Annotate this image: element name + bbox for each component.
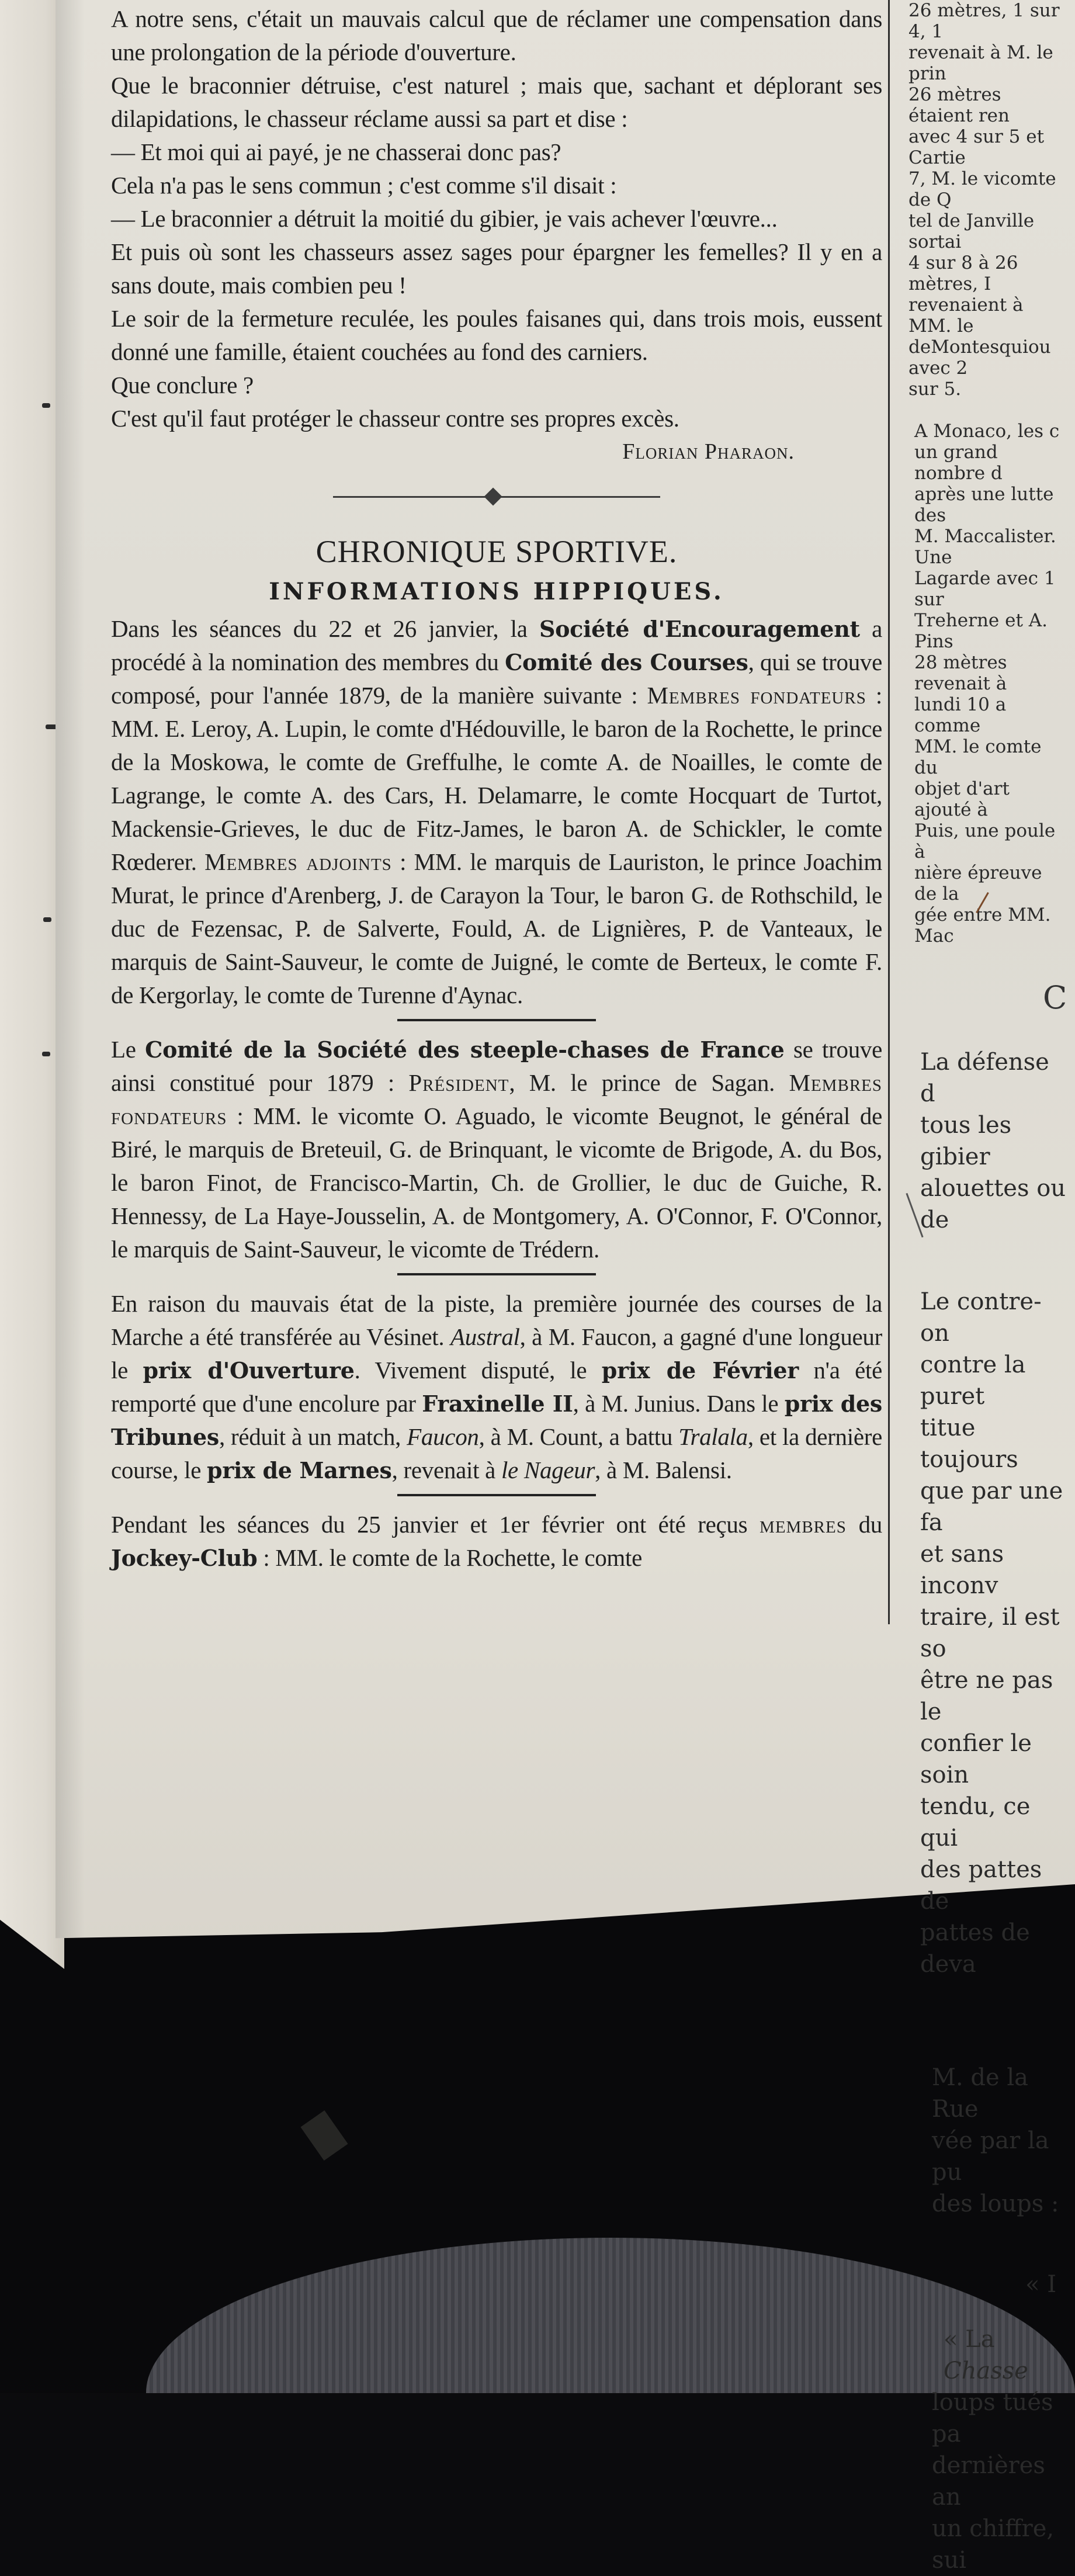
spine-shadow (56, 0, 85, 1998)
column-line: avec 4 sur 5 et Cartie (908, 126, 1045, 168)
column-line: des pattes de (920, 1856, 1042, 1915)
news-paragraph (111, 612, 882, 1012)
column-line: dernières an (932, 2452, 1045, 2511)
right-quote-line (908, 2324, 1069, 2387)
column-line: pattes de deva (920, 1919, 1030, 1978)
bold-term: Comité de la Société des steeple-chases de France (145, 1036, 785, 1063)
quote-italic-title: Chasse (944, 2357, 1028, 2384)
essay (111, 2, 882, 435)
text-run: , à M. Balensi. (595, 1457, 732, 1483)
column-line: loups tués pa (932, 2389, 1053, 2447)
bold-term: Jockey-Club (111, 1545, 258, 1571)
column-line: 7, M. le vicomte de Q (908, 168, 1056, 210)
italic-horse-name: Faucon (407, 1423, 479, 1450)
news-item (111, 1287, 882, 1487)
small-caps-label: Membres fondateurs (647, 682, 866, 709)
column-line: 4 sur 8 à 26 mètres, I (908, 252, 1018, 294)
column-line: tendu, ce qui (920, 1793, 1031, 1852)
section-ornament-divider (333, 488, 660, 505)
news-paragraph (111, 1508, 882, 1575)
bold-term: prix de Février (601, 1357, 799, 1384)
italic-horse-name: Austral (450, 1323, 520, 1350)
column-line: Le contre-on (920, 1288, 1042, 1347)
column-line: Lagarde avec 1 sur (914, 568, 1056, 610)
text-run: , à M. Junius. Dans le (573, 1390, 785, 1417)
bold-term: prix des Tribunes (111, 1391, 883, 1450)
column-line: revenait à M. le prin (908, 42, 1053, 84)
column-line: deMontesquiou avec 2 (908, 337, 1051, 379)
bold-term: Fraxinelle II (422, 1391, 573, 1417)
column-line: 28 mètres revenait à (914, 652, 1007, 694)
column-line: 26 mètres étaient ren (908, 84, 1010, 126)
column-line: tel de Janville sortai (908, 210, 1035, 252)
essay-paragraph: Et puis où sont les chasseurs assez sages pour épargner les femelles? Il y en a sans doute, mais combien peu ! (111, 238, 882, 299)
right-block-defense (908, 1046, 1069, 1236)
column-line: que par une fa (920, 1478, 1063, 1536)
right-block-monaco (908, 421, 1069, 947)
left-page-edge (0, 0, 64, 1969)
column-line: un chiffre, sui (932, 2515, 1055, 2574)
author-signature: Florian Pharaon. (622, 439, 795, 464)
diamond-ornament-icon (484, 487, 502, 505)
column-line: traire, il est so (920, 1604, 1060, 1662)
text-run: , M. le prince de Sagan. (509, 1069, 789, 1096)
column-line: objet d'art ajouté à (914, 778, 1010, 820)
main-column (111, 0, 882, 1575)
column-line: M. Maccalister. Une (914, 526, 1056, 568)
text-run: , réduit à un match, (219, 1423, 407, 1450)
bold-term: Société d'Encouragement (539, 616, 860, 642)
column-line: alouettes ou de (920, 1175, 1066, 1233)
text-run: Le (111, 1036, 145, 1063)
essay-paragraph: Que le braconnier détruise, c'est naturel ; mais que, sachant et déplorant ses dilapidations, le chasseur réclame aussi sa part et dise : (111, 72, 882, 132)
right-column-cropped (908, 0, 1069, 2576)
section-subtitle: INFORMATIONS HIPPIQUES. (269, 578, 724, 605)
news-paragraph (111, 1287, 882, 1487)
right-heading-fragment: C (1043, 979, 1067, 1016)
right-block-results (908, 0, 1069, 400)
text-run: du (846, 1511, 882, 1538)
binding-stitch (42, 403, 50, 408)
column-divider-rule (888, 0, 890, 1624)
binding-stitch (42, 1052, 50, 1056)
text-run: , à M. Count, a battu (478, 1423, 679, 1450)
text-run: se trouve ainsi constitué pour 1879 : (111, 1036, 882, 1096)
essay-paragraph: Que conclure ? (111, 372, 254, 398)
text-run: Pendant les séances du 25 janvier et 1er février ont été reçus (111, 1511, 760, 1538)
essay-dialogue: — Et moi qui ai payé, je ne chasserai donc pas? (111, 138, 561, 165)
text-run: , et la dernière course, le (111, 1423, 882, 1483)
bold-term: Comité des Courses (505, 649, 748, 675)
column-line: sur 5. (908, 379, 962, 400)
text-run: n'a été remporté que d'une encolure par (111, 1357, 882, 1417)
column-line: et sans inconv (920, 1541, 1004, 1599)
column-line: Treherne et A. Pins (914, 610, 1048, 652)
news-paragraph (111, 1033, 882, 1266)
quote-prefix: « La (944, 2326, 995, 2353)
text-run: : MM. le vicomte O. Aguado, le vicomte Beugnot, le général de Biré, le marquis de Breteuil, G. de Brinquant, le vicomte de Brigode, A. du Bos, le baron Finot, de Francisco-Martin, Ch. de Grollier, le duc de Guiche, R. Hennessy, de La Haye-Jousselin, A. de Montgomery, A. O'Connor, F. O'Connor, le marquis de Saint-Sauveur, le vicomte de Trédern. (111, 1102, 882, 1263)
column-line: vée par la pu (932, 2127, 1049, 2186)
binding-stitch (43, 917, 51, 922)
essay-paragraph: A notre sens, c'était un mauvais calcul que de réclamer une compensation dans une prolongation de la période d'ouverture. (111, 5, 882, 65)
column-line: A Monaco, les c (914, 421, 1060, 442)
news-item (111, 1033, 882, 1266)
essay-dialogue: — Le braconnier a détruit la moitié du gibier, je vais achever l'œuvre... (111, 205, 778, 232)
small-caps-label: membres (760, 1511, 847, 1538)
text-run: : MM. le marquis de Lauriston, le prince Joachim Murat, le prince d'Arenberg, J. de Carayon la Tour, le baron G. de Rothschild, le duc de Fezensac, P. de Salverte, Fould, A. de Lignières, P. de Vanteaux, le marquis de Saint-Sauveur, le comte de Juigné, le comte de Berteux, le comte F. de Kergorlay, le comte de Turenne d'Aynac. (111, 848, 882, 1008)
text-run: a procédé à la nomination des membres du (111, 615, 883, 675)
news-item (111, 1508, 882, 1575)
text-run: , à M. Faucon, a gagné d'une longueur le (111, 1323, 882, 1384)
text-run: En raison du mauvais état de la piste, la première journée des courses de la Marche a été transférée au Vésinet. (111, 1290, 882, 1350)
column-line: revenaient à MM. le (908, 294, 1024, 337)
essay-paragraph: C'est qu'il faut protéger le chasseur contre ses propres excès. (111, 405, 679, 432)
italic-horse-name: le Nageur (501, 1457, 595, 1483)
text-run: , revenait à (391, 1457, 501, 1483)
bold-term: prix d'Ouverture (143, 1357, 355, 1384)
text-run: , qui se trouve composé, pour l'année 1879, de la manière suivante : (111, 649, 882, 709)
news-item (111, 612, 882, 1012)
right-block-loups (908, 2062, 1069, 2220)
column-line: La défense d (920, 1049, 1049, 1107)
small-caps-label: Président (408, 1069, 509, 1096)
essay-paragraph: Cela n'a pas le sens commun ; c'est comme s'il disait : (111, 172, 617, 199)
text-run: : MM. le comte de la Rochette, le comte (257, 1544, 643, 1571)
small-caps-label: Membres adjoints (204, 848, 392, 875)
small-caps-label: Membres fondateurs (111, 1069, 882, 1129)
text-run: . Vivement disputé, le (354, 1357, 602, 1384)
column-line: tous les gibier (920, 1112, 1012, 1170)
bold-term: prix de Marnes (207, 1457, 392, 1483)
item-separator-rule (397, 1273, 596, 1275)
section-title: CHRONIQUE SPORTIVE. (315, 534, 678, 569)
essay-paragraph: Le soir de la fermeture reculée, les poules faisanes qui, dans trois mois, eussent donné une famille, étaient couchées au fond des carniers. (111, 305, 882, 365)
column-line: MM. le comte du (914, 736, 1042, 778)
column-line: Puis, une poule à (914, 820, 1056, 862)
column-line: gée entre MM. Mac (914, 904, 1051, 947)
right-quote-fragment: « I (1025, 2271, 1056, 2298)
column-line: contre la puret (920, 1351, 1026, 1410)
column-line: confier le soin (920, 1730, 1032, 1788)
text-run: : MM. E. Leroy, A. Lupin, le comte d'Hédouville, le baron de la Rochette, le prince de la Moskowa, le comte de Greffulhe, le comte A. de Noailles, le comte de Lagrange, le comte A. des Cars, H. Delamarre, le comte Hocquart de Turtot, Mackensie-Grieves, le duc de Fitz-James, le baron A. de Schickler, le comte Rœderer. (111, 682, 882, 875)
column-line: M. de la Rue (932, 2064, 1029, 2123)
text-run: Dans les séances du 22 et 26 janvier, la (111, 615, 539, 642)
column-line: être ne pas le (920, 1667, 1053, 1725)
right-block-contre-ordre (908, 1286, 1069, 1980)
italic-horse-name: Tralala (678, 1423, 748, 1450)
column-line: lundi 10 a comme (914, 694, 1007, 736)
column-line: 26 mètres, 1 sur 4, 1 (908, 0, 1060, 42)
column-line: des loups : (932, 2190, 1059, 2217)
column-line: après une lutte des (914, 484, 1054, 526)
column-line: nière épreuve de la (914, 862, 1042, 904)
item-separator-rule (397, 1494, 596, 1496)
right-block-chasse (908, 2387, 1069, 2576)
item-separator-rule (397, 1019, 596, 1021)
column-line: titue toujours (920, 1414, 1018, 1473)
column-line: un grand nombre d (914, 442, 1003, 484)
